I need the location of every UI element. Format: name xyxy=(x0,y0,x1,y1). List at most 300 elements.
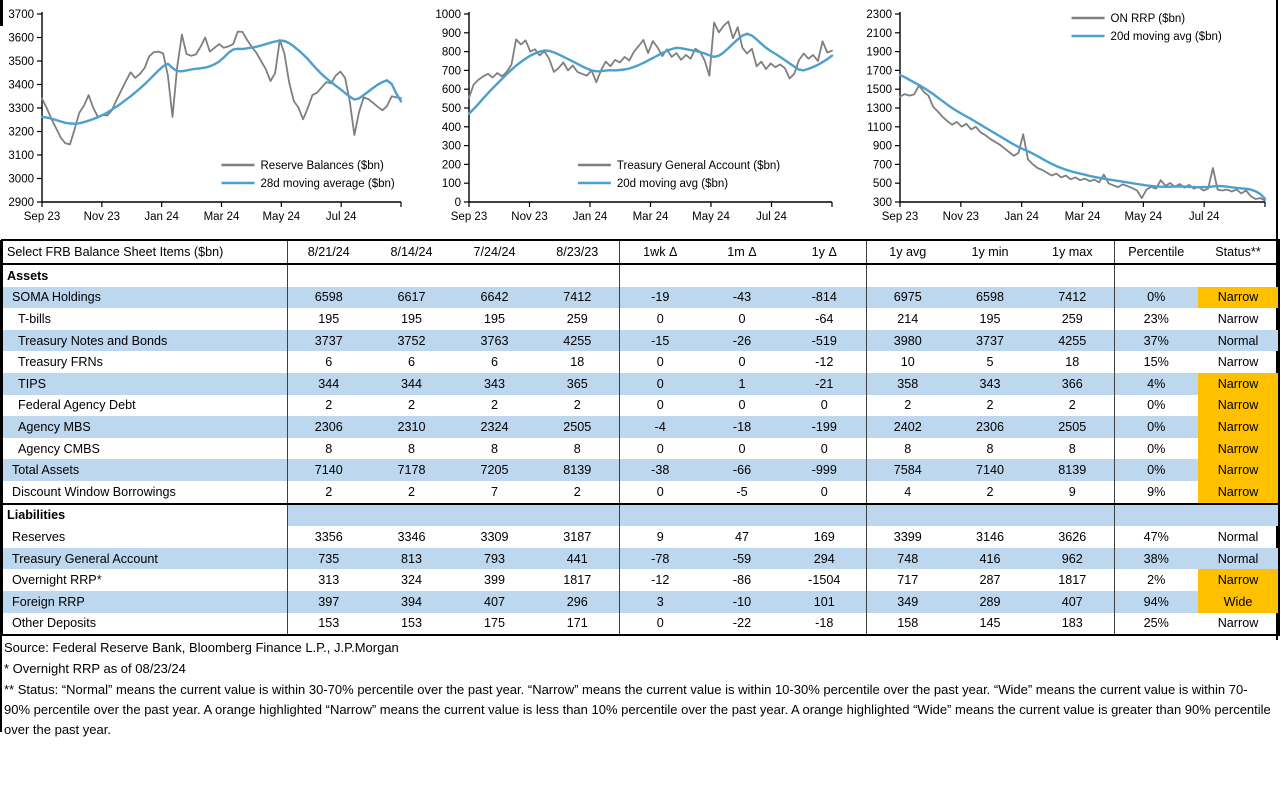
series-line-on-rrp-bn xyxy=(900,85,1265,200)
value-cell: -22 xyxy=(732,616,752,631)
value-cell: 397 xyxy=(287,591,370,613)
value-cell xyxy=(536,504,619,527)
value-cell: 0 xyxy=(820,398,828,413)
value-cell: 3752 xyxy=(370,330,453,352)
value-cell: 8 xyxy=(866,438,949,460)
y-tick-label: 3200 xyxy=(8,126,34,139)
row-label-overnight-rrp: Overnight RRP* xyxy=(12,573,102,588)
table-row-t-bills xyxy=(2,308,1279,330)
value-cell: 153 xyxy=(287,613,370,636)
status-definition-note: ** Status: “Normal” means the current value is within 30-70% percentile over the past year. “Narrow” means the current value is within 10-30% percentile over the past year. “Wide” means the current value is within 70-90% percentile over the past year. A orange highlighted “Narrow” means the current value is less than 10% percentile over the past year. A orange highlighted “Wide” means the current value is greater than 90% percentile over the past year. xyxy=(4,682,1271,738)
y-tick-label: 3000 xyxy=(8,173,34,186)
value-cell xyxy=(1031,264,1114,287)
table-row-soma-holdings xyxy=(2,287,1279,309)
value-cell: 2505 xyxy=(536,416,619,438)
row-label-treasury-notes-and-bonds: Treasury Notes and Bonds xyxy=(2,330,287,352)
value-cell: 0% xyxy=(1114,438,1198,460)
value-cell: 3980 xyxy=(866,330,949,352)
value-cell: 6 xyxy=(287,351,370,373)
value-cell: 15% xyxy=(1114,351,1198,373)
value-cell: 4255 xyxy=(536,330,619,352)
status-cell: Narrow xyxy=(1198,395,1279,417)
col-header-8-14-24: 8/14/24 xyxy=(370,240,453,264)
value-cell: 8 xyxy=(490,441,498,456)
value-cell: -199 xyxy=(783,416,866,438)
chart-reserve-balances xyxy=(0,0,427,238)
legend-label-reserve-balances-bn: Reserve Balances ($bn) xyxy=(260,160,384,172)
value-cell: 0% xyxy=(1114,287,1198,309)
table-row-reserves xyxy=(2,526,1279,548)
value-cell: -999 xyxy=(783,459,866,481)
value-cell: 793 xyxy=(453,548,536,570)
legend-label-28d-moving-average-bn: 28d moving average ($bn) xyxy=(260,178,395,190)
x-tick-label: Jul 24 xyxy=(756,211,787,223)
value-cell xyxy=(949,504,1031,527)
value-cell: 10 xyxy=(866,351,949,373)
col-header-1wk: 1wk Δ xyxy=(619,240,701,264)
legend-label-on-rrp-bn: ON RRP ($bn) xyxy=(1110,13,1186,25)
value-cell: -26 xyxy=(701,330,783,352)
table-row-assets xyxy=(2,264,1279,287)
value-cell: 8 xyxy=(407,441,415,456)
value-cell: 18 xyxy=(1065,355,1080,370)
value-cell: 0 xyxy=(619,613,701,636)
value-cell: 4 xyxy=(866,481,949,504)
row-label-agency-mbs: Agency MBS xyxy=(2,416,287,438)
value-cell: 365 xyxy=(536,373,619,395)
table-row-treasury-notes-and-bonds xyxy=(2,330,1279,352)
row-label-treasury-frns: Treasury FRNs xyxy=(18,355,103,370)
value-cell xyxy=(619,504,701,527)
y-tick-label: 300 xyxy=(872,197,892,209)
value-cell xyxy=(1114,264,1198,287)
value-cell: 343 xyxy=(453,373,536,395)
value-cell: 399 xyxy=(483,573,505,588)
col-header-1y-min: 1y min xyxy=(949,240,1031,264)
value-cell: 8139 xyxy=(536,459,619,481)
table-row-overnight-rrp xyxy=(2,569,1279,591)
value-cell: 394 xyxy=(370,591,453,613)
table-row-total-assets xyxy=(2,459,1279,481)
value-cell: 313 xyxy=(287,569,370,591)
value-cell: -15 xyxy=(619,330,701,352)
value-cell: 3 xyxy=(619,591,701,613)
value-cell: 416 xyxy=(949,548,1031,570)
row-label-discount-window-borrowings: Discount Window Borrowings xyxy=(12,484,176,499)
value-cell xyxy=(949,264,1031,287)
y-tick-label: 700 xyxy=(872,159,892,172)
x-tick-label: Mar 24 xyxy=(203,211,240,223)
value-cell: 37% xyxy=(1114,330,1198,352)
value-cell: 171 xyxy=(566,616,588,631)
value-cell: 0 xyxy=(820,441,828,456)
value-cell: 6 xyxy=(407,355,415,370)
frb-balance-sheet-table xyxy=(1,239,1280,636)
value-cell: -519 xyxy=(783,330,866,352)
value-cell: 2306 xyxy=(949,416,1031,438)
value-cell: 0 xyxy=(619,373,701,395)
y-tick-label: 900 xyxy=(441,27,461,40)
value-cell: 366 xyxy=(1031,373,1114,395)
row-label-total-assets: Total Assets xyxy=(2,459,287,481)
value-cell: 2 xyxy=(866,395,949,417)
col-header-8-21-24: 8/21/24 xyxy=(287,240,370,264)
table-row-agency-cmbs xyxy=(2,438,1279,460)
value-cell: 2 xyxy=(407,484,415,499)
value-cell: 8 xyxy=(1068,441,1076,456)
table-row-agency-mbs xyxy=(2,416,1279,438)
x-tick-label: Sep 23 xyxy=(881,211,919,223)
page-edge-mark-top-left xyxy=(0,0,3,26)
table-row-treasury-general-account xyxy=(2,548,1279,570)
status-cell: Narrow xyxy=(1198,287,1279,309)
value-cell: 7178 xyxy=(370,459,453,481)
value-cell: 2 xyxy=(287,395,370,417)
value-cell: 6598 xyxy=(949,287,1031,309)
value-cell: 0 xyxy=(738,398,746,413)
x-tick-label: Jan 24 xyxy=(572,211,608,223)
y-tick-label: 500 xyxy=(441,103,461,115)
value-cell: 962 xyxy=(1031,548,1114,570)
value-cell: 0 xyxy=(619,351,701,373)
value-cell: 6975 xyxy=(866,287,949,309)
value-cell: 2 xyxy=(986,484,994,499)
y-tick-label: 3700 xyxy=(8,9,34,21)
x-tick-label: Nov 23 xyxy=(942,211,980,223)
value-cell xyxy=(783,504,866,527)
value-cell: 94% xyxy=(1114,591,1198,613)
value-cell xyxy=(619,264,701,287)
row-label-reserves: Reserves xyxy=(12,529,66,544)
value-cell: 2 xyxy=(573,398,581,413)
value-cell: 153 xyxy=(400,616,422,631)
table-header-row xyxy=(2,240,1279,264)
value-cell: 717 xyxy=(866,569,949,591)
status-cell: Normal xyxy=(1217,529,1259,544)
value-cell: 441 xyxy=(536,548,619,570)
value-cell xyxy=(287,264,370,287)
row-label-treasury-general-account: Treasury General Account xyxy=(2,548,287,570)
value-cell: -4 xyxy=(619,416,701,438)
y-tick-label: 1900 xyxy=(866,46,892,59)
y-tick-label: 2100 xyxy=(866,27,892,40)
x-tick-label: Sep 23 xyxy=(23,211,61,223)
value-cell: 169 xyxy=(813,529,835,544)
value-cell xyxy=(453,264,536,287)
y-tick-label: 700 xyxy=(441,65,461,78)
status-cell: Narrow xyxy=(1217,616,1259,631)
value-cell: -814 xyxy=(783,287,866,309)
value-cell: 8139 xyxy=(1031,459,1114,481)
value-cell: 6617 xyxy=(370,287,453,309)
series-line-reserve-balances-bn xyxy=(42,32,401,145)
row-label-foreign-rrp: Foreign RRP xyxy=(2,591,287,613)
value-cell: 1817 xyxy=(563,573,592,588)
value-cell: 25% xyxy=(1114,613,1198,636)
row-label-federal-agency-debt: Federal Agency Debt xyxy=(18,398,136,413)
y-tick-label: 600 xyxy=(441,84,461,97)
value-cell: 0 xyxy=(738,441,746,456)
value-cell: 3187 xyxy=(563,529,592,544)
value-cell: 2505 xyxy=(1031,416,1114,438)
row-label-soma-holdings: SOMA Holdings xyxy=(2,287,287,309)
value-cell: 0% xyxy=(1114,416,1198,438)
x-tick-label: Jan 24 xyxy=(144,211,179,223)
value-cell: 735 xyxy=(287,548,370,570)
value-cell: 2 xyxy=(287,481,370,504)
value-cell: 3737 xyxy=(287,330,370,352)
charts-row xyxy=(0,0,1281,238)
value-cell: 9 xyxy=(1068,484,1076,499)
value-cell: 6642 xyxy=(453,287,536,309)
value-cell: 3346 xyxy=(397,529,426,544)
y-tick-label: 2900 xyxy=(8,197,34,209)
value-cell: -5 xyxy=(736,484,748,499)
value-cell: 3737 xyxy=(949,330,1031,352)
x-tick-label: Jul 24 xyxy=(325,211,357,223)
value-cell: -66 xyxy=(701,459,783,481)
value-cell: 8 xyxy=(287,438,370,460)
row-label-agency-cmbs: Agency CMBS xyxy=(18,441,100,456)
value-cell: 195 xyxy=(979,311,1001,326)
value-cell xyxy=(866,504,949,527)
value-cell: 0 xyxy=(619,481,701,504)
value-cell: 8 xyxy=(986,441,994,456)
y-tick-label: 500 xyxy=(872,178,892,191)
value-cell: -38 xyxy=(619,459,701,481)
value-cell: 47 xyxy=(734,529,749,544)
value-cell: 47% xyxy=(1114,526,1198,548)
value-cell: 7205 xyxy=(453,459,536,481)
y-tick-label: 800 xyxy=(441,46,461,59)
value-cell: -12 xyxy=(815,355,834,370)
value-cell xyxy=(287,504,370,527)
x-tick-label: Jan 24 xyxy=(1004,211,1039,223)
value-cell: 7140 xyxy=(949,459,1031,481)
value-cell: 2402 xyxy=(866,416,949,438)
value-cell: 407 xyxy=(1031,591,1114,613)
value-cell: 3356 xyxy=(287,526,370,548)
value-cell: 8 xyxy=(573,441,581,456)
chart-on-rrp xyxy=(854,0,1281,238)
y-tick-label: 1100 xyxy=(867,121,892,134)
y-tick-label: 100 xyxy=(441,178,461,191)
value-cell xyxy=(370,264,453,287)
status-cell: Normal xyxy=(1198,330,1279,352)
legend-label-treasury-general-account-bn: Treasury General Account ($bn) xyxy=(616,160,781,172)
value-cell: 4% xyxy=(1114,373,1198,395)
legend-label-20d-moving-avg-bn: 20d moving avg ($bn) xyxy=(616,178,729,190)
value-cell: 7412 xyxy=(536,287,619,309)
table-row-discount-window-borrowings xyxy=(2,481,1279,504)
value-cell: 38% xyxy=(1114,548,1198,570)
value-cell: 7140 xyxy=(287,459,370,481)
status-cell: Narrow xyxy=(1198,459,1279,481)
y-tick-label: 1300 xyxy=(866,103,892,115)
y-tick-label: 1700 xyxy=(866,65,892,78)
status-cell: Narrow xyxy=(1198,373,1279,395)
value-cell: 9% xyxy=(1114,481,1198,504)
status-cell: Narrow xyxy=(1198,569,1279,591)
value-cell: -86 xyxy=(732,573,752,588)
value-cell: 294 xyxy=(783,548,866,570)
status-cell: Narrow xyxy=(1217,355,1259,370)
table-row-treasury-frns xyxy=(2,351,1279,373)
table-row-liabilities xyxy=(2,504,1279,527)
value-cell: 344 xyxy=(370,373,453,395)
status-cell: Narrow xyxy=(1217,311,1259,326)
status-cell: Narrow xyxy=(1198,438,1279,460)
value-cell: 3626 xyxy=(1058,529,1087,544)
legend-label-20d-moving-avg-bn: 20d moving avg ($bn) xyxy=(1110,31,1222,43)
x-tick-label: Mar 24 xyxy=(1064,211,1101,223)
value-cell: 0 xyxy=(619,308,701,330)
y-tick-label: 900 xyxy=(872,140,892,153)
chart-treasury-general-account xyxy=(427,0,854,238)
y-tick-label: 200 xyxy=(441,159,461,172)
value-cell: 6598 xyxy=(287,287,370,309)
value-cell: 101 xyxy=(783,591,866,613)
value-cell: 2 xyxy=(1068,398,1076,413)
value-cell: 4255 xyxy=(1031,330,1114,352)
value-cell: 18 xyxy=(570,355,585,370)
value-cell xyxy=(370,504,453,527)
value-cell: 407 xyxy=(453,591,536,613)
col-header-1y: 1y Δ xyxy=(783,240,866,264)
value-cell: 214 xyxy=(866,308,949,330)
y-tick-label: 1000 xyxy=(435,9,461,21)
value-cell: 324 xyxy=(400,573,422,588)
value-cell xyxy=(1031,504,1114,527)
value-cell: -64 xyxy=(815,311,834,326)
value-cell: -1504 xyxy=(808,573,841,588)
value-cell: 0% xyxy=(1114,459,1198,481)
value-cell: 358 xyxy=(866,373,949,395)
col-header-8-23-23: 8/23/23 xyxy=(536,240,619,264)
status-cell: Narrow xyxy=(1198,416,1279,438)
value-cell: 259 xyxy=(1061,311,1083,326)
x-tick-label: May 24 xyxy=(692,211,730,223)
col-header-status: Status** xyxy=(1198,240,1279,264)
value-cell: 3309 xyxy=(480,529,509,544)
value-cell: 0 xyxy=(820,484,828,499)
x-tick-label: Nov 23 xyxy=(511,211,548,223)
value-cell: 2324 xyxy=(453,416,536,438)
value-cell: 289 xyxy=(949,591,1031,613)
value-cell xyxy=(1114,504,1198,527)
x-tick-label: Jul 24 xyxy=(1188,211,1220,223)
value-cell: -43 xyxy=(701,287,783,309)
value-cell: 3146 xyxy=(975,529,1005,544)
value-cell xyxy=(866,264,949,287)
value-cell: 0 xyxy=(738,311,746,326)
value-cell: 2 xyxy=(986,398,994,413)
value-cell: 2 xyxy=(407,398,415,413)
y-tick-label: 3100 xyxy=(8,150,34,162)
y-tick-label: 1500 xyxy=(866,84,892,97)
col-header-percentile: Percentile xyxy=(1114,240,1198,264)
value-cell: 5 xyxy=(986,355,994,370)
value-cell: 183 xyxy=(1061,616,1083,631)
value-cell xyxy=(453,504,536,527)
col-header-select-frb-balance-sheet-items-bn: Select FRB Balance Sheet Items ($bn) xyxy=(2,240,287,264)
value-cell: -19 xyxy=(619,287,701,309)
y-tick-label: 300 xyxy=(441,140,461,153)
value-cell: 0 xyxy=(738,355,746,370)
value-cell: 3763 xyxy=(453,330,536,352)
value-cell: 9 xyxy=(619,526,701,548)
value-cell: 7584 xyxy=(866,459,949,481)
col-header-1y-avg: 1y avg xyxy=(866,240,949,264)
x-tick-label: Sep 23 xyxy=(450,211,488,223)
footnotes xyxy=(1,636,1278,740)
col-header-7-24-24: 7/24/24 xyxy=(453,240,536,264)
y-tick-label: 2300 xyxy=(866,9,892,21)
row-label-tips: TIPS xyxy=(2,373,287,395)
col-header-1m: 1m Δ xyxy=(701,240,783,264)
x-tick-label: May 24 xyxy=(1124,211,1163,223)
status-cell: Normal xyxy=(1198,548,1279,570)
value-cell xyxy=(536,264,619,287)
status-cell: Wide xyxy=(1198,591,1279,613)
table-row-tips xyxy=(2,373,1279,395)
value-cell: 7 xyxy=(490,484,498,499)
y-tick-label: 3600 xyxy=(8,32,34,45)
y-tick-label: 400 xyxy=(441,121,461,134)
value-cell: 3399 xyxy=(866,526,949,548)
value-cell: -12 xyxy=(619,569,701,591)
table-row-other-deposits xyxy=(2,613,1279,636)
value-cell: -78 xyxy=(619,548,701,570)
value-cell: 1817 xyxy=(1058,573,1087,588)
y-tick-label: 3400 xyxy=(8,79,34,92)
row-label-assets: Assets xyxy=(2,264,287,287)
value-cell: 1 xyxy=(701,373,783,395)
table-section xyxy=(1,239,1278,740)
value-cell: 195 xyxy=(400,311,422,326)
value-cell: 0% xyxy=(1114,395,1198,417)
y-tick-label: 3300 xyxy=(8,103,34,115)
source-note: Source: Federal Reserve Bank, Bloomberg Finance L.P., J.P.Morgan xyxy=(4,640,399,656)
value-cell: 2 xyxy=(490,398,498,413)
value-cell: 0 xyxy=(619,395,701,417)
row-label-other-deposits: Other Deposits xyxy=(12,616,96,631)
x-tick-label: Nov 23 xyxy=(83,211,121,223)
value-cell xyxy=(701,264,783,287)
value-cell: 296 xyxy=(536,591,619,613)
value-cell: 175 xyxy=(483,616,505,631)
table-row-foreign-rrp xyxy=(2,591,1279,613)
value-cell: 344 xyxy=(287,373,370,395)
value-cell xyxy=(783,264,866,287)
value-cell: 195 xyxy=(287,308,370,330)
value-cell: 813 xyxy=(370,548,453,570)
value-cell: 259 xyxy=(566,311,588,326)
value-cell: 349 xyxy=(866,591,949,613)
x-tick-label: Mar 24 xyxy=(632,211,669,223)
y-tick-label: 3500 xyxy=(8,56,34,68)
value-cell: -10 xyxy=(701,591,783,613)
value-cell: 748 xyxy=(866,548,949,570)
x-tick-label: May 24 xyxy=(262,211,301,223)
value-cell: 6 xyxy=(490,355,498,370)
value-cell: 23% xyxy=(1114,308,1198,330)
overnight-rrp-note: * Overnight RRP as of 08/23/24 xyxy=(4,661,186,677)
col-header-1y-max: 1y max xyxy=(1031,240,1114,264)
y-tick-label: 0 xyxy=(454,197,461,209)
value-cell: -59 xyxy=(701,548,783,570)
value-cell: 2 xyxy=(573,484,581,499)
